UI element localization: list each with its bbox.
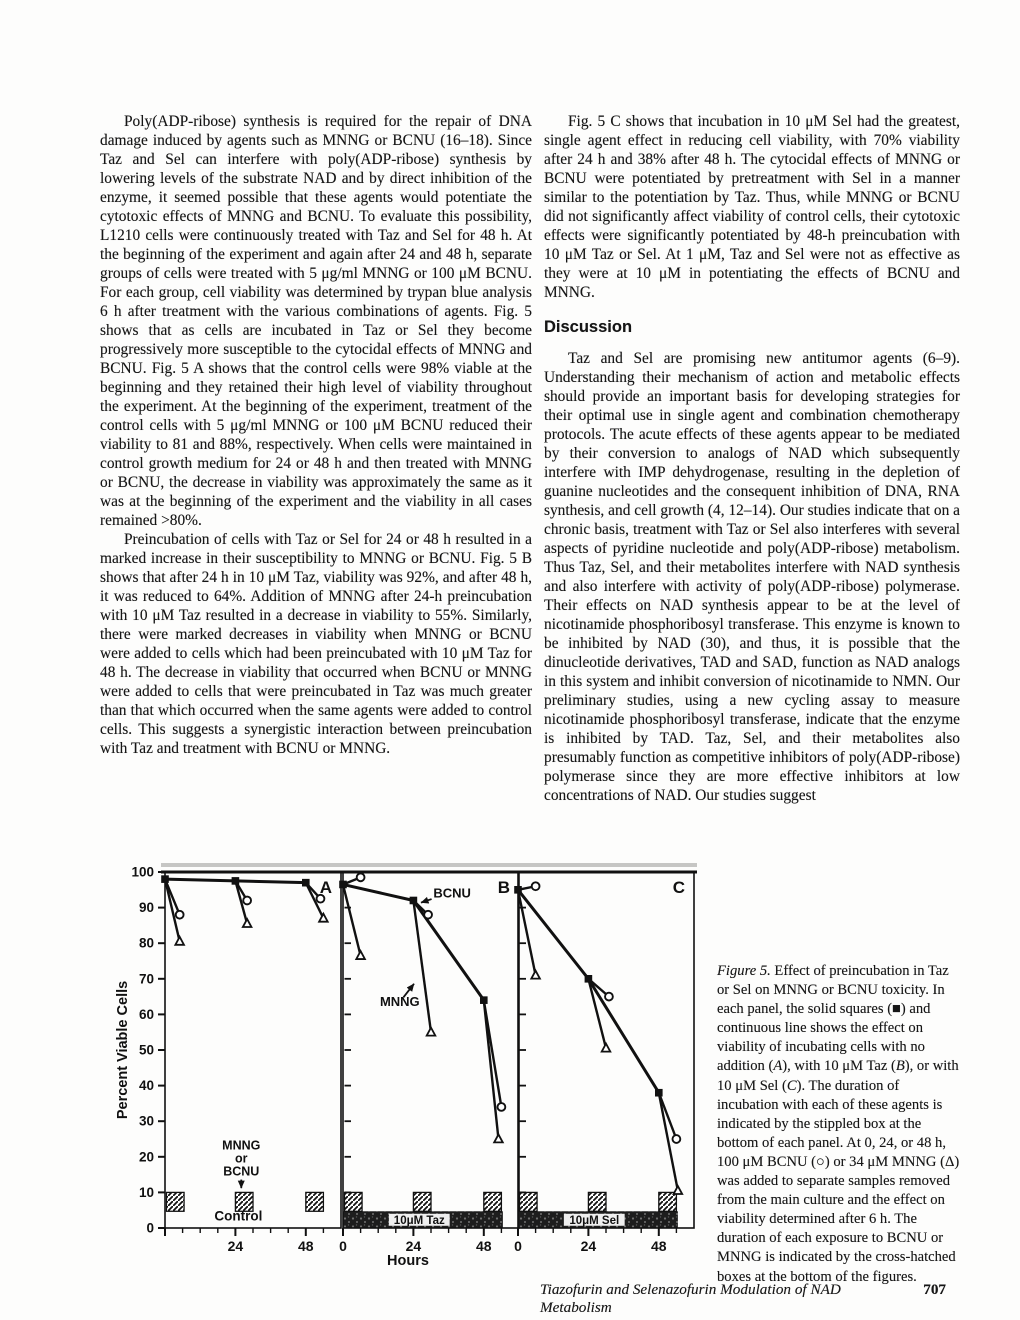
paragraph-polyadp: Poly(ADP-ribose) synthesis is required for the repair of DNA damage induced by agents such as MNNG or BCNU (16–18). Since Taz and Sel can interfere with poly(ADP-ribose) synthesis by lowering levels of the substrate NAD and by direct inhibition of the enzyme, it seemed possible that these agents would potentiate the cytotoxic effects of MNNG and BCNU. To evaluate this possibility, L1210 cells were continuously treated with Taz and Sel for 48 h. At the beginning of the experiment and again after 24 and 48 h, separate groups of cells were treated with 5 μg/ml MNNG or 100 μM BCNU. For each group, cell viability was determined by trypan blue analysis 6 h after treatment with the various combinations of agents. Fig. 5 shows that as cells are incubated in Taz or Sel they become progressively more susceptible to the cytocidal effects of MNNG and BCNU. Fig. 5 A shows that the control cells were 98% viable at the beginning and they retained their high level of viability throughout the experiment. At the beginning of the experiment, treatment of the control cells with 5 μg/ml MNNG or 100 μM BCNU reduced their viability to 81 and 88%, respectively. When cells were maintained in control growth medium for 24 or 48 h and then treated with MNNG or BCNU, the decrease in viability was approximately the same as it was at the beginning of the experiment and the viability in all cases remained >80%. bbox=[100, 113, 532, 529]
svg-text:0: 0 bbox=[146, 1220, 154, 1236]
svg-text:40: 40 bbox=[138, 1078, 154, 1094]
svg-text:Control: Control bbox=[214, 1208, 263, 1224]
svg-text:10: 10 bbox=[138, 1184, 154, 1200]
svg-text:50: 50 bbox=[138, 1042, 154, 1058]
page-number: 707 bbox=[923, 1281, 946, 1298]
right-text-column bbox=[544, 112, 960, 805]
page-footer bbox=[540, 1281, 960, 1317]
svg-text:or: or bbox=[235, 1151, 248, 1166]
svg-text:100: 100 bbox=[131, 864, 154, 880]
caption-lead: Figure 5. bbox=[717, 963, 771, 979]
y-axis-label: Percent Viable Cells bbox=[115, 980, 131, 1120]
figure-5-chart bbox=[103, 856, 703, 1276]
svg-text:B: B bbox=[497, 878, 510, 897]
svg-text:A: A bbox=[319, 878, 332, 897]
svg-text:48: 48 bbox=[298, 1238, 314, 1254]
running-title: Tiazofurin and Selenazofurin Modulation of NAD Metabolism bbox=[540, 1281, 841, 1316]
caption-ref-c: C bbox=[786, 1077, 797, 1094]
svg-text:70: 70 bbox=[138, 971, 154, 987]
svg-text:48: 48 bbox=[476, 1238, 492, 1254]
svg-text:MNNG: MNNG bbox=[222, 1138, 261, 1153]
svg-text:0: 0 bbox=[339, 1238, 347, 1254]
caption-seg1: Effect of preincubation in Taz or Sel on MNNG or BCNU toxicity. In each panel, the solid squares (■) and continuous line shows the effect on viability of incubating cells with no addition ( bbox=[717, 963, 949, 1075]
svg-text:10μM Taz: 10μM Taz bbox=[393, 1214, 445, 1227]
x-axis-label: Hours bbox=[387, 1253, 429, 1269]
svg-text:BCNU: BCNU bbox=[223, 1164, 260, 1179]
caption-seg4: ). The duration of incubation with each of these agents is indicated by the stippled box at the bottom of each panel. At 0, 24, or 48 h, 100 μM BCNU (○) or 34 μM MNNG (Δ) was added to separate samples removed from the main culture and the effect on viability determined after 6 h. The duration of each exposure to BCNU or MNNG is indicated by the cross-hatched boxes at the bottom of the figures. bbox=[717, 1077, 960, 1285]
svg-text:24: 24 bbox=[405, 1238, 422, 1254]
svg-text:90: 90 bbox=[138, 900, 154, 916]
svg-text:60: 60 bbox=[138, 1006, 154, 1022]
left-text-column bbox=[100, 112, 532, 758]
discussion-heading: Discussion bbox=[544, 318, 633, 336]
svg-text:24: 24 bbox=[227, 1238, 244, 1254]
svg-text:80: 80 bbox=[138, 935, 154, 951]
svg-text:24: 24 bbox=[580, 1238, 597, 1254]
caption-ref-a: A bbox=[773, 1058, 783, 1075]
svg-text:0: 0 bbox=[514, 1238, 522, 1254]
svg-text:48: 48 bbox=[651, 1238, 667, 1254]
svg-text:30: 30 bbox=[138, 1113, 154, 1129]
caption-seg2: ), with 10 μM Taz ( bbox=[782, 1058, 896, 1075]
figure-5-svg bbox=[103, 856, 703, 1276]
caption-ref-b: B bbox=[895, 1058, 905, 1075]
svg-text:C: C bbox=[672, 878, 685, 897]
svg-text:10μM Sel: 10μM Sel bbox=[569, 1214, 620, 1227]
svg-text:BCNU: BCNU bbox=[433, 885, 471, 901]
figure-5-caption bbox=[717, 962, 964, 1287]
paragraph-preincubation: Preincubation of cells with Taz or Sel for 24 or 48 h resulted in a marked increase in their susceptibility to MNNG or BCNU. Fig. 5 B shows that after 24 h in 10 μM Taz, viability was 92%, and after 48 h, it was reduced to 64%. Addition of MNNG after 24-h preincubation with 10 μM Taz resulted in a decrease in viability to 55%. Similarly, there were marked decreases in viability when MNNG or BCNU were added to cells which had been preincubated with 10 μM Taz for 48 h. The decrease in viability that occurred when BCNU or MNNG were added to cells that were preincubated in Taz was much greater than that which occurred when the same agents were added to control cells. This suggests a synergistic interaction between preincubation with Taz and treatment with BCNU or MNNG. bbox=[100, 531, 532, 757]
caption-seg3: ), or with 10 μM Sel ( bbox=[717, 1058, 959, 1094]
paragraph-discussion: Taz and Sel are promising new antitumor agents (6–9). Understanding their mechanism of action and metabolic effects should provide an important basis for developing strategies for their optimal use in single agent and combination chemotherapy protocols. The acute effects of these agents appear to be mediated by their conversion to analogs of NAD which subsequently interfere with IMP dehydrogenase, resulting in the depletion of guanine nucleotides and the consequent inhibition of DNA, RNA synthesis, and cell growth (4, 12–14). Our studies indicate that on a chronic basis, treatment with Taz or Sel also interferes with several aspects of pyridine nucleotide and poly(ADP-ribose) metabolism. Thus Taz, Sel, and their metabolites interfere with NAD synthesis and also interfere with activity of poly(ADP-ribose) polymerase. Their effects on NAD synthesis appear to be at the level of nicotinamide phosphoribosyl transferase. This enzyme is known to be inhibited by NAD (30), and thus, it is possible that the dinucleotide derivatives, TAD and SAD, function as NAD analogs in this system and inhibit conversion of nicotinamide to NMN. Our preliminary studies, using a new cycling assay to measure nicotinamide phosphoribosyl transferase, indicate that the enzyme is inhibited by TAD. Taz, Sel, and their metabolites also presumably function as competitive inhibitors of poly(ADP-ribose) polymerase since they are more effective inhibitors at low concentrations of NAD. Our studies suggest bbox=[544, 350, 960, 804]
svg-text:MNNG: MNNG bbox=[379, 994, 420, 1010]
svg-text:20: 20 bbox=[138, 1149, 154, 1165]
paragraph-fig5c: Fig. 5 C shows that incubation in 10 μM Sel had the greatest, single agent effect in reducing cell viability, with 70% viability after 24 h and 38% after 48 h. The cytocidal effects of MNNG or BCNU were potentiated by pretreatment with Sel in a manner similar to the potentiation by Taz. Thus, while MNNG or BCNU did not significantly affect viability of control cells, their cytotoxic effects were significantly potentiated by 48-h preincubation with 10 μM Taz or Sel. At 1 μM, Taz and Sel were not as effective as they were at 10 μM in potentiating the effects of BCNU and MNNG. bbox=[544, 113, 960, 301]
